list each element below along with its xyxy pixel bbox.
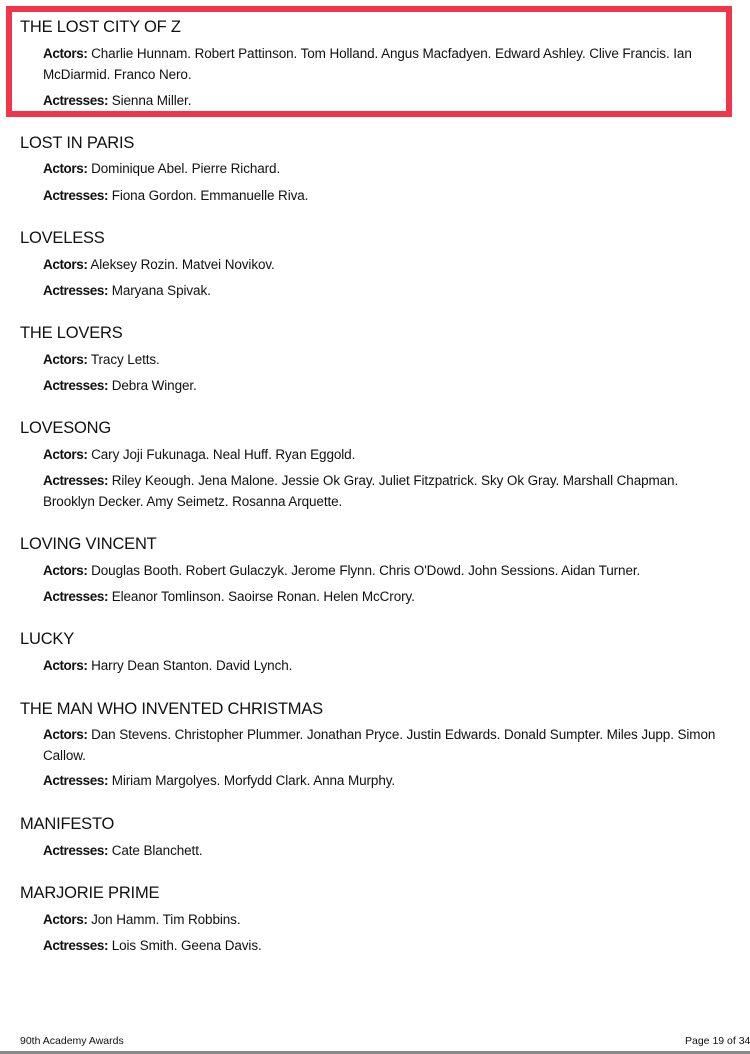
selection-highlight-box	[6, 6, 732, 117]
actors-names: Dominique Abel. Pierre Richard.	[91, 161, 281, 176]
actors-label: Actors:	[43, 46, 88, 61]
footer-title: 90th Academy Awards	[20, 1035, 124, 1047]
actresses-names: Sienna Miller.	[111, 93, 192, 108]
actresses-line	[43, 376, 723, 397]
actors-line	[43, 656, 723, 677]
film-title: LUCKY	[20, 630, 75, 648]
film-title: THE LOST CITY OF Z	[20, 18, 181, 36]
actors-names: Cary Joji Fukunaga. Neal Huff. Ryan Eggold.	[91, 447, 356, 462]
actresses-label: Actresses:	[43, 378, 109, 393]
actors-label: Actors:	[43, 563, 88, 578]
actresses-label: Actresses:	[43, 93, 109, 108]
actresses-names: Miriam Margolyes. Morfydd Clark. Anna Murphy.	[111, 773, 396, 788]
film-title: THE MAN WHO INVENTED CHRISTMAS	[20, 700, 323, 718]
actresses-names: Riley Keough. Jena Malone. Jessie Ok Gray. Juliet Fitzpatrick. Sky Ok Gray. Marshall Chapman. Brooklyn Decker. Amy Seimetz. Rosanna Arquette.	[43, 473, 679, 509]
actors-line	[43, 910, 723, 931]
actresses-label: Actresses:	[43, 473, 109, 488]
film-title: MARJORIE PRIME	[20, 884, 160, 902]
actresses-names: Maryana Spivak.	[111, 283, 211, 298]
actresses-line	[43, 186, 723, 207]
actors-label: Actors:	[43, 447, 88, 462]
actresses-line	[43, 281, 723, 302]
page-number: Page 19 of 34	[685, 1035, 750, 1047]
actresses-label: Actresses:	[43, 938, 109, 953]
actresses-line	[43, 471, 723, 512]
film-title: THE LOVERS	[20, 324, 123, 342]
actors-names: Charlie Hunnam. Robert Pattinson. Tom Holland. Angus Macfadyen. Edward Ashley. Clive Francis. Ian McDiarmid. Franco Nero.	[43, 46, 692, 82]
actresses-label: Actresses:	[43, 843, 109, 858]
actors-line	[43, 561, 723, 582]
actresses-names: Lois Smith. Geena Davis.	[111, 938, 262, 953]
actors-names: Tracy Letts.	[90, 352, 160, 367]
actors-names: Harry Dean Stanton. David Lynch.	[91, 658, 293, 673]
actors-line	[43, 159, 723, 180]
actors-label: Actors:	[43, 912, 88, 927]
actors-names: Douglas Booth. Robert Gulaczyk. Jerome Flynn. Chris O'Dowd. John Sessions. Aidan Turner.	[91, 563, 641, 578]
film-title: LOVELESS	[20, 229, 105, 247]
actors-line	[43, 725, 723, 766]
actresses-names: Fiona Gordon. Emmanuelle Riva.	[111, 188, 309, 203]
actresses-names: Eleanor Tomlinson. Saoirse Ronan. Helen McCrory.	[111, 589, 415, 604]
actresses-label: Actresses:	[43, 283, 109, 298]
actresses-line	[43, 936, 723, 957]
film-title: LOVESONG	[20, 419, 112, 437]
actresses-line	[43, 771, 723, 792]
actors-line	[43, 445, 723, 466]
actresses-names: Debra Winger.	[111, 378, 197, 393]
actresses-line	[43, 587, 723, 608]
film-title: LOVING VINCENT	[20, 535, 157, 553]
actresses-label: Actresses:	[43, 188, 109, 203]
actors-label: Actors:	[43, 658, 88, 673]
actors-label: Actors:	[43, 352, 88, 367]
actors-label: Actors:	[43, 161, 88, 176]
film-title: LOST IN PARIS	[20, 134, 135, 152]
actresses-label: Actresses:	[43, 589, 109, 604]
actors-names: Jon Hamm. Tim Robbins.	[91, 912, 241, 927]
actresses-names: Cate Blanchett.	[111, 843, 203, 858]
actors-line	[43, 255, 723, 276]
actors-names: Dan Stevens. Christopher Plummer. Jonathan Pryce. Justin Edwards. Donald Sumpter. Miles Jupp. Simon Callow.	[43, 727, 716, 763]
actors-label: Actors:	[43, 257, 88, 272]
actors-line	[43, 350, 723, 371]
actresses-line	[43, 841, 723, 862]
actors-label: Actors:	[43, 727, 88, 742]
actresses-label: Actresses:	[43, 773, 109, 788]
film-title: MANIFESTO	[20, 815, 115, 833]
actors-names: Aleksey Rozin. Matvei Novikov.	[90, 257, 275, 272]
